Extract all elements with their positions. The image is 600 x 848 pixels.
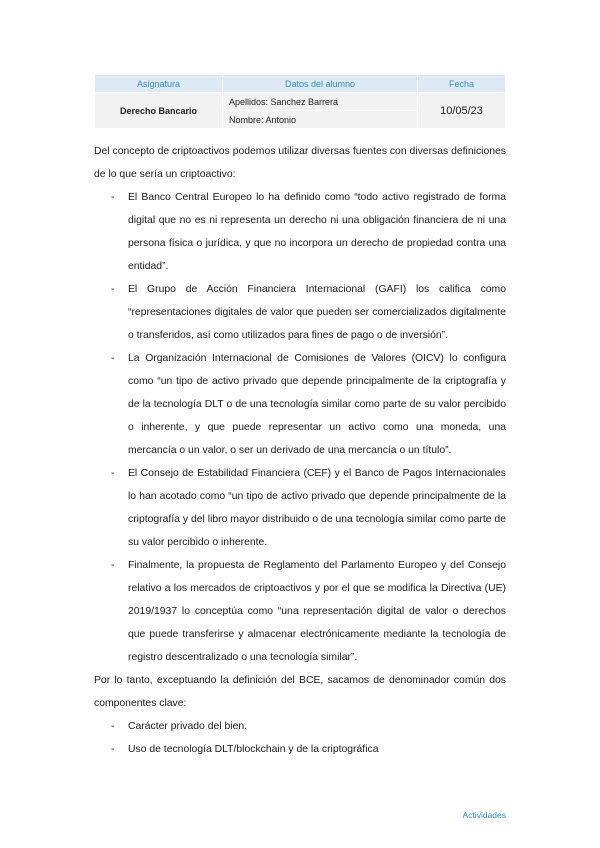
header-table: [94, 74, 506, 129]
bullet-dash: -: [111, 721, 115, 732]
header-date-label: Fecha: [418, 75, 506, 93]
header-subject-label: Asignatura: [95, 75, 223, 93]
bullet-dash: -: [111, 192, 115, 203]
bullet-dash: -: [111, 468, 115, 479]
footer-label: Actividades: [462, 810, 506, 820]
bullet-dash: -: [111, 744, 115, 755]
definition-text: Finalmente, la propuesta de Reglamento del Parlamento Europeo y del Consejo relativo a los mercados de criptoactivos y por el que se modifica la Directiva (UE) 2019/1937 lo conceptúa como “una representación digital de valor o derechos que puede transferirse y almacenar electrónicamente mediante la tecnología de registro descentralizado o una tecnología similar”.: [128, 560, 506, 663]
component-text: Uso de tecnología DLT/blockchain y de la criptográfica: [128, 744, 379, 755]
list-item: [94, 278, 506, 347]
components-list: [94, 715, 506, 761]
conclusion-paragraph: Por lo tanto, exceptuando la definición del BCE, sacamos de denominador común dos componentes clave:: [94, 675, 506, 709]
subject-value: Derecho Bancario: [95, 93, 223, 129]
name-value: Nombre: Antonio: [223, 111, 418, 129]
list-item: [94, 186, 506, 278]
component-text: Carácter privado del bien.: [128, 721, 247, 732]
bullet-dash: -: [111, 560, 115, 571]
definition-text: La Organización Internacional de Comisiones de Valores (OICV) lo configura como “un tipo de activo privado que depende principalmente de la criptografía y de la tecnología DLT o de una tecnología similar como parte de su valor percibido o inherente, y que puede representar un activo como una moneda, una mercancía o un valor, o ser un derivado de una mercancía o un título”.: [128, 353, 506, 456]
definition-text: El Banco Central Europeo lo ha definido como “todo activo registrado de forma digital que no es ni representa un derecho ni una obligación financiera de ni una persona física o jurídica, y que no incorpora un derecho de propiedad contra una entidad”.: [128, 192, 506, 272]
bullet-dash: -: [111, 284, 115, 295]
definition-text: El Grupo de Acción Financiera Internacional (GAFI) los califica como “representaciones digitales de valor que pueden ser comercializados digitalmente o transferidos, así como utilizados para fines de pago o de inversión”.: [128, 284, 506, 341]
header-student-label: Datos del alumno: [223, 75, 418, 93]
definitions-list: [94, 186, 506, 669]
list-item: [94, 715, 506, 738]
bullet-dash: -: [111, 353, 115, 364]
list-item: [94, 347, 506, 462]
list-item: [94, 462, 506, 554]
list-item: [94, 554, 506, 669]
intro-paragraph: Del concepto de criptoactivos podemos utilizar diversas fuentes con diversas definiciones de lo que sería un criptoactivo:: [94, 146, 506, 180]
surnames-value: Apellidos: Sanchez Barrera: [223, 93, 418, 111]
date-value: 10/05/23: [418, 93, 506, 129]
document-body: [94, 140, 506, 761]
definition-text: El Consejo de Estabilidad Financiera (CEF) y el Banco de Pagos Internacionales lo han acotado como “un tipo de activo privado que depende principalmente de la criptografía y del libro mayor distribuido o de una tecnología similar como parte de su valor percibido o inherente.: [128, 468, 506, 548]
list-item: [94, 738, 506, 761]
